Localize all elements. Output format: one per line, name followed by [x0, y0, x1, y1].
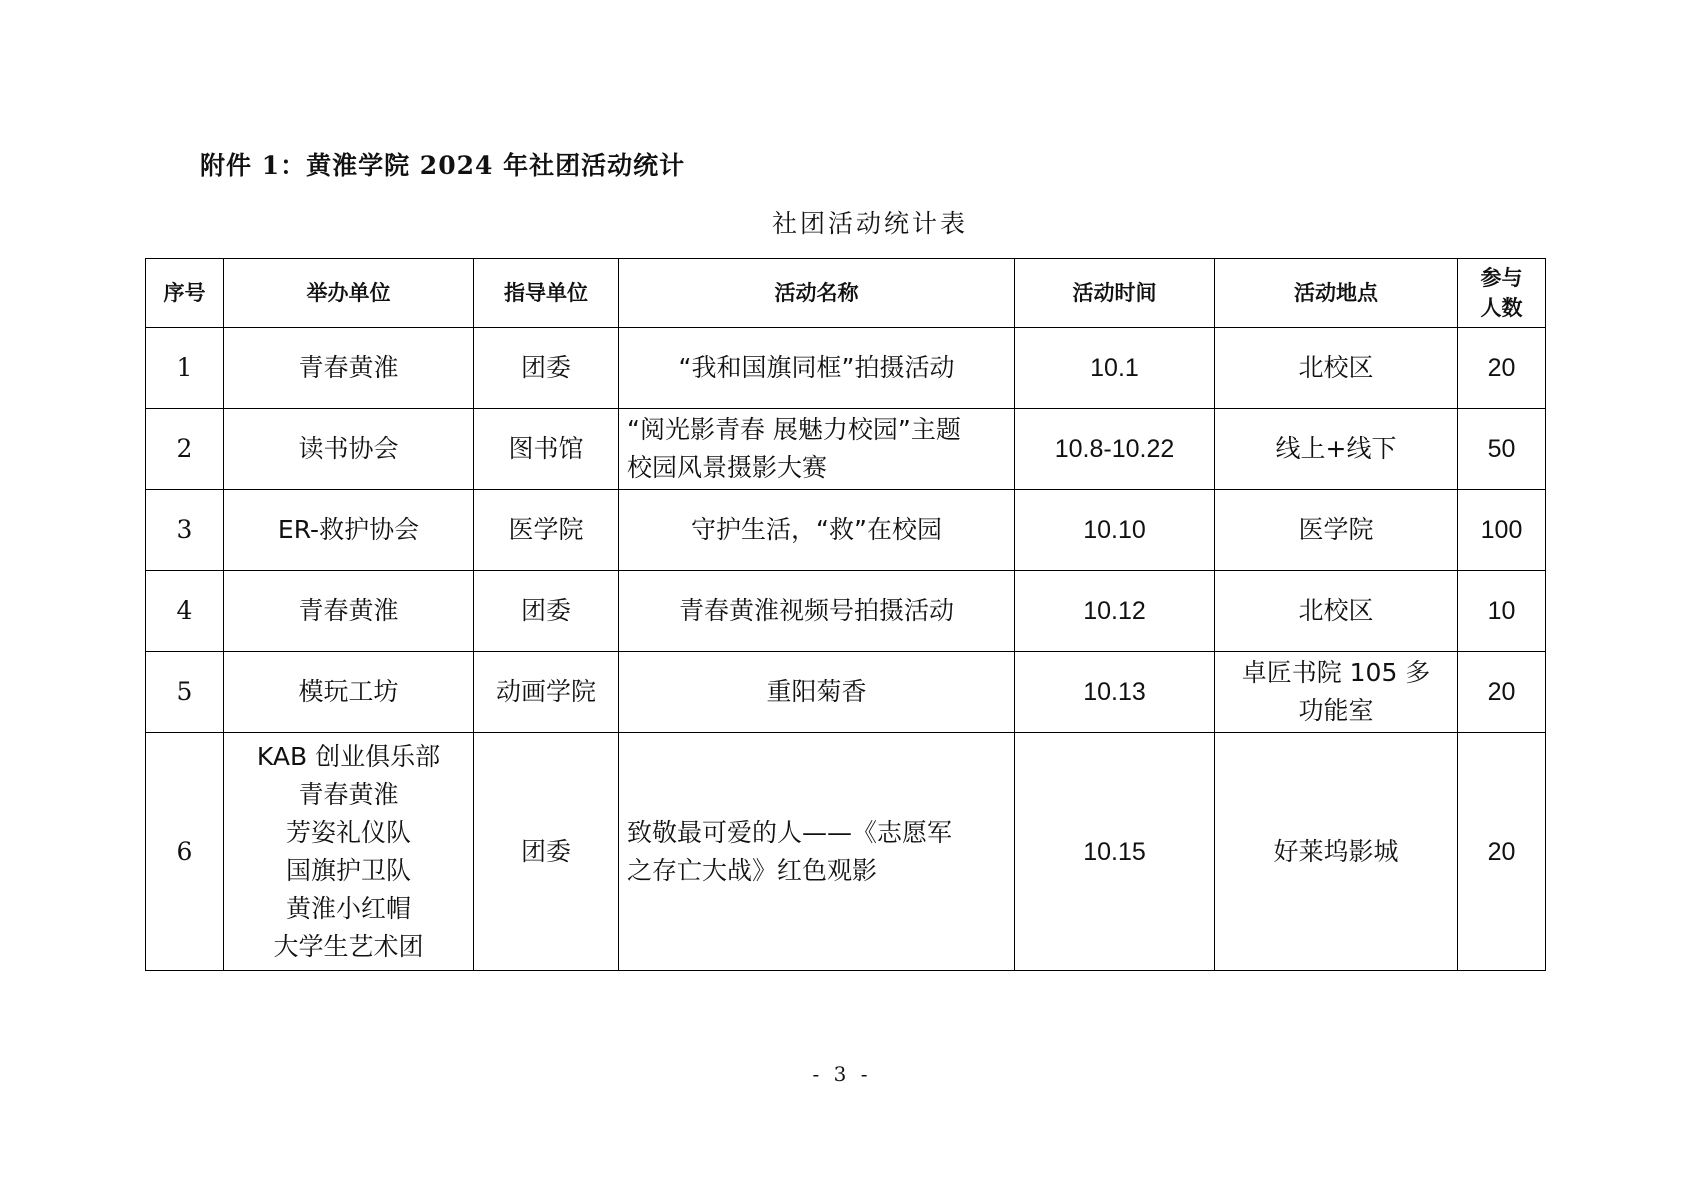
cell-line: 好莱坞影城	[1273, 836, 1399, 866]
cell-line: 青春黄淮	[298, 596, 399, 625]
cell-count: 50	[1458, 409, 1546, 490]
cell-place	[1215, 490, 1458, 571]
table-row	[146, 409, 1546, 490]
cell-line: 模玩工坊	[298, 677, 399, 706]
cell-line: ER-救护协会	[277, 515, 420, 544]
cell-host	[224, 490, 474, 571]
header-name: 活动名称	[619, 259, 1015, 328]
cell-line: KAB 创业俱乐部	[256, 741, 441, 771]
cell-count: 100	[1458, 490, 1546, 571]
cell-line: “阅光影青春 展魅力校园”主题	[627, 415, 961, 444]
attachment-heading: 附件 1：黄淮学院 2024 年社团活动统计	[200, 151, 686, 180]
header-no: 序号	[146, 259, 224, 328]
cell-place	[1215, 328, 1458, 409]
cell-guide: 医学院	[474, 490, 619, 571]
cell-guide: 团委	[474, 733, 619, 971]
header-place: 活动地点	[1215, 259, 1458, 328]
cell-no: 5	[146, 652, 224, 733]
cell-guide: 图书馆	[474, 409, 619, 490]
cell-place	[1215, 571, 1458, 652]
cell-activity-name	[619, 409, 1015, 490]
header-count	[1458, 259, 1546, 328]
cell-line: 校园风景摄影大赛	[627, 453, 828, 482]
cell-time: 10.10	[1015, 490, 1215, 571]
cell-time: 10.15	[1015, 733, 1215, 971]
cell-line: 青春黄淮	[298, 779, 399, 809]
table-row	[146, 490, 1546, 571]
cell-line: 青春黄淮	[298, 353, 399, 382]
cell-line: 芳姿礼仪队	[285, 817, 411, 847]
header-time: 活动时间	[1015, 259, 1215, 328]
cell-line: 之存亡大战》红色观影	[627, 855, 878, 885]
cell-line: 线上+线下	[1275, 434, 1397, 463]
cell-guide: 动画学院	[474, 652, 619, 733]
table-row	[146, 652, 1546, 733]
cell-place	[1215, 652, 1458, 733]
cell-no: 6	[146, 733, 224, 971]
cell-time: 10.13	[1015, 652, 1215, 733]
activity-stats-table	[145, 258, 1546, 971]
cell-time: 10.8-10.22	[1015, 409, 1215, 490]
cell-host	[224, 733, 474, 971]
cell-no: 4	[146, 571, 224, 652]
table-title: 社团活动统计表	[771, 209, 968, 238]
cell-activity-name	[619, 652, 1015, 733]
cell-place	[1215, 733, 1458, 971]
cell-activity-name	[619, 328, 1015, 409]
cell-time: 10.1	[1015, 328, 1215, 409]
cell-guide: 团委	[474, 328, 619, 409]
cell-activity-name	[619, 571, 1015, 652]
cell-line: 黄淮小红帽	[285, 893, 411, 923]
cell-line: 国旗护卫队	[285, 855, 411, 885]
cell-line: 卓匠书院 105 多	[1241, 658, 1431, 687]
page-number: - 3 -	[812, 1062, 872, 1086]
cell-line: 医学院	[1298, 515, 1374, 544]
cell-line: 读书协会	[298, 434, 399, 463]
cell-line: 致敬最可爱的人——《志愿军	[627, 817, 953, 847]
cell-line: 重阳菊香	[766, 677, 867, 706]
table-row	[146, 571, 1546, 652]
cell-no: 2	[146, 409, 224, 490]
cell-line: “我和国旗同框”拍摄活动	[678, 353, 955, 382]
cell-host	[224, 409, 474, 490]
cell-host	[224, 571, 474, 652]
cell-time: 10.12	[1015, 571, 1215, 652]
cell-no: 3	[146, 490, 224, 571]
cell-activity-name	[619, 733, 1015, 971]
header-host: 举办单位	[224, 259, 474, 328]
table-row	[146, 733, 1546, 971]
cell-activity-name	[619, 490, 1015, 571]
cell-count: 20	[1458, 733, 1546, 971]
header-guide: 指导单位	[474, 259, 619, 328]
cell-place	[1215, 409, 1458, 490]
cell-guide: 团委	[474, 571, 619, 652]
header-count-line1: 参与	[1480, 266, 1523, 290]
cell-host	[224, 328, 474, 409]
header-count-line2: 人数	[1480, 296, 1523, 320]
cell-host	[224, 652, 474, 733]
cell-count: 20	[1458, 328, 1546, 409]
cell-no: 1	[146, 328, 224, 409]
cell-count: 20	[1458, 652, 1546, 733]
cell-line: 青春黄淮视频号拍摄活动	[678, 596, 954, 625]
cell-line: 守护生活，“救”在校园	[691, 515, 942, 544]
table-row	[146, 328, 1546, 409]
cell-line: 北校区	[1298, 353, 1374, 382]
table-body	[146, 328, 1546, 971]
cell-count: 10	[1458, 571, 1546, 652]
cell-line: 大学生艺术团	[273, 931, 424, 961]
table-header-row	[146, 259, 1546, 328]
cell-line: 北校区	[1298, 596, 1374, 625]
cell-line: 功能室	[1298, 696, 1374, 725]
